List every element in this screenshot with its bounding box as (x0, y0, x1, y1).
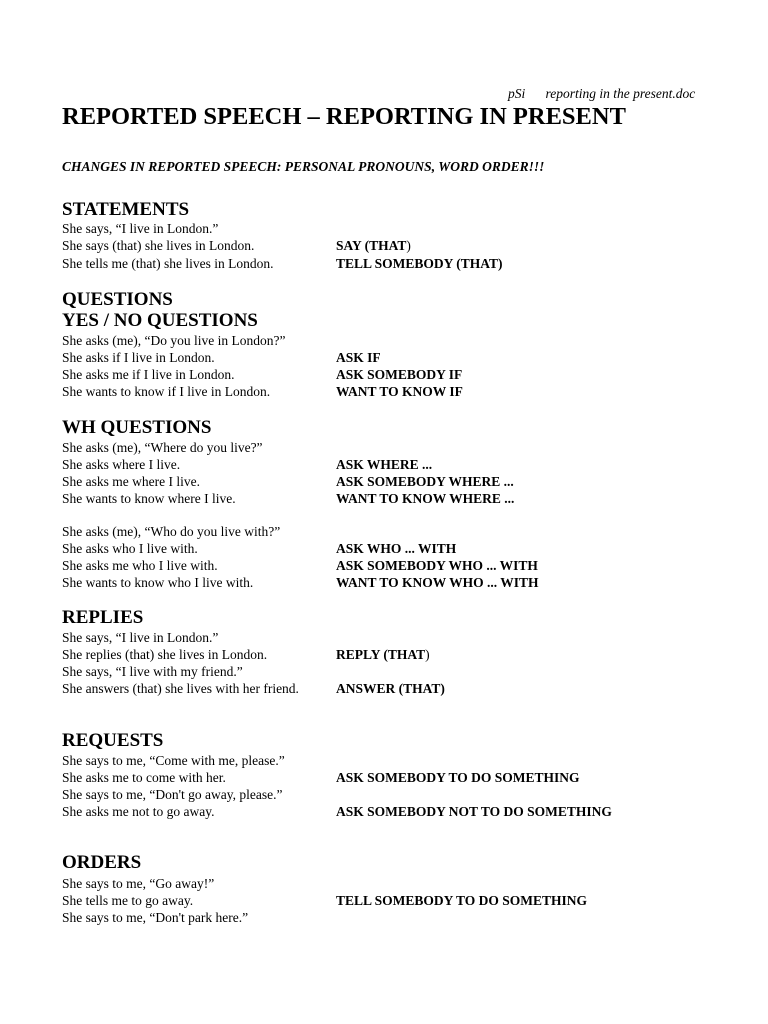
rule-label: WANT TO KNOW IF (336, 384, 463, 399)
example-line: She tells me (that) she lives in London. (62, 256, 274, 271)
example-line: She asks (me), “Where do you live?” (62, 440, 263, 455)
page-title: REPORTED SPEECH – REPORTING IN PRESENT (62, 103, 626, 130)
rule-label: ASK SOMEBODY NOT TO DO SOMETHING (336, 804, 612, 819)
example-line: She says to me, “Don't go away, please.” (62, 787, 283, 802)
example-line: She asks me not to go away. (62, 804, 215, 819)
document-header (508, 86, 695, 102)
example-line: She says to me, “Don't park here.” (62, 910, 249, 925)
example-line: She says (that) she lives in London. (62, 238, 255, 253)
section-subheading-yes-no: YES / NO QUESTIONS (62, 310, 258, 331)
section-heading-replies: REPLIES (62, 607, 144, 628)
rule-label-paren: ) (425, 647, 430, 662)
example-line: She says, “I live in London.” (62, 630, 219, 645)
example-line: She tells me to go away. (62, 893, 194, 908)
rule-label: WANT TO KNOW WHERE ... (336, 491, 515, 506)
rule-label: ASK WHO ... WITH (336, 541, 457, 556)
rule-label: ASK SOMEBODY TO DO SOMETHING (336, 770, 580, 785)
example-line: She wants to know if I live in London. (62, 384, 271, 399)
rule-label (336, 237, 411, 254)
example-line: She asks (me), “Who do you live with?” (62, 524, 281, 539)
example-line: She says to me, “Come with me, please.” (62, 753, 285, 768)
section-heading-orders: ORDERS (62, 852, 142, 873)
rule-label: TELL SOMEBODY TO DO SOMETHING (336, 893, 588, 908)
rule-label-text: REPLY (THAT (336, 647, 426, 662)
example-line: She asks me if I live in London. (62, 367, 235, 382)
example-line: She asks who I live with. (62, 541, 198, 556)
section-heading-statements: STATEMENTS (62, 199, 190, 220)
header-initials: pSi (508, 86, 526, 101)
example-line: She asks me who I live with. (62, 558, 218, 573)
section-heading-requests: REQUESTS (62, 730, 164, 751)
example-line: She wants to know where I live. (62, 491, 236, 506)
rule-label: ASK SOMEBODY IF (336, 367, 463, 382)
example-line: She answers (that) she lives with her friend. (62, 681, 299, 696)
example-line: She asks where I live. (62, 457, 181, 472)
example-line: She says, “I live in London.” (62, 221, 219, 236)
example-line: She says to me, “Go away!” (62, 876, 215, 891)
rule-label: ASK IF (336, 350, 381, 365)
example-line: She asks me to come with her. (62, 770, 226, 785)
page-subtitle: CHANGES IN REPORTED SPEECH: PERSONAL PRONOUNS, WORD ORDER!!! (62, 159, 545, 174)
header-filename: reporting in the present.doc (545, 86, 696, 101)
rule-label-text: SAY (THAT (336, 238, 407, 253)
example-line: She wants to know who I live with. (62, 575, 254, 590)
rule-label: ASK WHERE ... (336, 457, 433, 472)
example-line: She says, “I live with my friend.” (62, 664, 243, 679)
example-line: She asks (me), “Do you live in London?” (62, 333, 286, 348)
rule-label: ASK SOMEBODY WHO ... WITH (336, 558, 538, 573)
rule-label: WANT TO KNOW WHO ... WITH (336, 575, 539, 590)
rule-label-paren: ) (406, 238, 411, 253)
section-heading-questions: QUESTIONS (62, 289, 173, 310)
rule-label: ASK SOMEBODY WHERE ... (336, 474, 514, 489)
example-line: She replies (that) she lives in London. (62, 647, 268, 662)
rule-label: ANSWER (THAT) (336, 681, 445, 696)
rule-label (336, 646, 430, 663)
example-line: She asks if I live in London. (62, 350, 215, 365)
example-line: She asks me where I live. (62, 474, 200, 489)
rule-label: TELL SOMEBODY (THAT) (336, 256, 503, 271)
section-heading-wh-questions: WH QUESTIONS (62, 417, 212, 438)
